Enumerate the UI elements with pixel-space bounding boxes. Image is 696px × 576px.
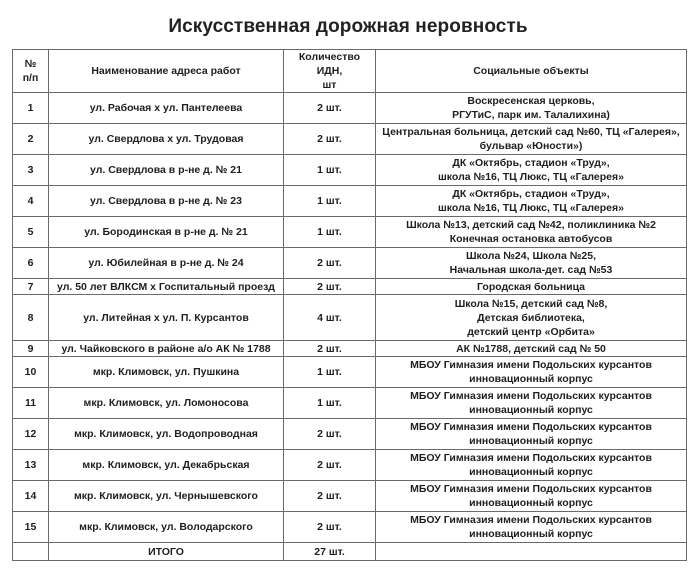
row-address: мкр. Климовск, ул. Декабрьская (49, 450, 284, 481)
row-count: 4 шт. (284, 295, 376, 341)
table-body (13, 93, 687, 543)
header-count-line-1: Количество ИДН, (298, 51, 361, 77)
row-num: 8 (13, 295, 49, 341)
row-num: 13 (13, 450, 49, 481)
row-address: ул. Рабочая х ул. Пантелеева (49, 93, 284, 124)
row-count: 1 шт. (284, 155, 376, 186)
social-object-line: инновационный корпус (469, 497, 593, 509)
table-row (13, 124, 687, 155)
header-count (284, 50, 376, 93)
total-social-cell (376, 543, 687, 561)
row-social-objects (376, 186, 687, 217)
row-address: мкр. Климовск, ул. Володарского (49, 512, 284, 543)
table-row (13, 93, 687, 124)
social-object-line: Начальная школа-дет. сад №53 (449, 264, 613, 276)
social-object-line: МБОУ Гимназия имени Подольских курсантов (410, 514, 652, 526)
social-object-line: Конечная остановка автобусов (449, 233, 613, 245)
row-num: 9 (13, 341, 49, 357)
row-address: мкр. Климовск, ул. Водопроводная (49, 419, 284, 450)
social-object-line: инновационный корпус (469, 404, 593, 416)
social-object-line: школа №16, ТЦ Люкс, ТЦ «Галерея» (438, 171, 624, 183)
table-row (13, 388, 687, 419)
row-address: ул. 50 лет ВЛКСМ х Госпитальный проезд (49, 279, 284, 295)
social-object-line: МБОУ Гимназия имени Подольских курсантов (410, 359, 652, 371)
table-row (13, 419, 687, 450)
row-num: 14 (13, 481, 49, 512)
row-address: ул. Чайковского в районе а/о АК № 1788 (49, 341, 284, 357)
row-count: 1 шт. (284, 186, 376, 217)
table-row (13, 357, 687, 388)
row-address: ул. Свердлова в р-не д. № 23 (49, 186, 284, 217)
row-address: ул. Литейная х ул. П. Курсантов (49, 295, 284, 341)
row-num: 12 (13, 419, 49, 450)
row-num: 2 (13, 124, 49, 155)
row-count: 2 шт. (284, 248, 376, 279)
header-num-line-2: п/п (22, 72, 39, 84)
table-row (13, 155, 687, 186)
row-count: 2 шт. (284, 419, 376, 450)
row-num: 11 (13, 388, 49, 419)
social-object-line: МБОУ Гимназия имени Подольских курсантов (410, 390, 652, 402)
social-object-line: инновационный корпус (469, 373, 593, 385)
row-num: 4 (13, 186, 49, 217)
social-object-line: школа №16, ТЦ Люкс, ТЦ «Галерея» (438, 202, 624, 214)
table-row (13, 481, 687, 512)
row-social-objects (376, 450, 687, 481)
row-address: мкр. Климовск, ул. Ломоносова (49, 388, 284, 419)
social-object-line: АК №1788, детский сад № 50 (456, 342, 606, 355)
row-social-objects (376, 248, 687, 279)
row-social-objects (376, 295, 687, 341)
social-object-line: Школа №24, Школа №25, (465, 250, 596, 262)
row-social-objects (376, 512, 687, 543)
row-count: 1 шт. (284, 217, 376, 248)
table-row (13, 186, 687, 217)
table-row (13, 248, 687, 279)
row-social-objects (376, 388, 687, 419)
row-count: 2 шт. (284, 512, 376, 543)
table-row (13, 217, 687, 248)
table-row (13, 279, 687, 295)
social-object-line: ДК «Октябрь, стадион «Труд», (452, 157, 610, 169)
social-object-line: Воскресенская церковь, (467, 95, 595, 107)
social-object-line: МБОУ Гимназия имени Подольских курсантов (410, 421, 652, 433)
row-count: 2 шт. (284, 93, 376, 124)
social-object-line: МБОУ Гимназия имени Подольских курсантов (410, 483, 652, 495)
row-count: 2 шт. (284, 341, 376, 357)
table-row (13, 450, 687, 481)
header-count-line-2: шт (322, 79, 337, 91)
total-row (13, 543, 687, 561)
social-object-line: Детская библиотека, (477, 311, 585, 324)
social-object-line: ДК «Октябрь, стадион «Труд», (452, 188, 610, 200)
row-num: 3 (13, 155, 49, 186)
row-num: 1 (13, 93, 49, 124)
social-object-line: инновационный корпус (469, 528, 593, 540)
total-num-cell (13, 543, 49, 561)
social-object-line: РГУТиС, парк им. Талалихина) (452, 109, 610, 121)
row-count: 1 шт. (284, 357, 376, 388)
total-label: ИТОГО (49, 543, 284, 561)
row-social-objects (376, 217, 687, 248)
row-num: 10 (13, 357, 49, 388)
row-count: 2 шт. (284, 279, 376, 295)
row-count: 1 шт. (284, 388, 376, 419)
speed-bumps-table (12, 49, 687, 561)
social-object-line: МБОУ Гимназия имени Подольских курсантов (410, 452, 652, 464)
row-address: мкр. Климовск, ул. Чернышевского (49, 481, 284, 512)
row-num: 15 (13, 512, 49, 543)
row-num: 7 (13, 279, 49, 295)
row-social-objects (376, 124, 687, 155)
row-social-objects (376, 481, 687, 512)
social-object-line: Школа №15, детский сад №8, (454, 297, 608, 310)
row-social-objects (376, 419, 687, 450)
social-object-line: бульвар «Юности») (479, 140, 583, 152)
row-social-objects (376, 279, 687, 295)
header-social: Социальные объекты (376, 50, 687, 93)
row-num: 6 (13, 248, 49, 279)
row-num: 5 (13, 217, 49, 248)
social-object-line: детский центр «Орбита» (467, 325, 595, 338)
row-address: ул. Свердлова х ул. Трудовая (49, 124, 284, 155)
row-count: 2 шт. (284, 450, 376, 481)
social-object-line: Центральная больница, детский сад №60, ТЦ «Галерея», (382, 126, 680, 138)
row-address: мкр. Климовск, ул. Пушкина (49, 357, 284, 388)
page-title: Искусственная дорожная неровность (168, 16, 528, 37)
total-count: 27 шт. (284, 543, 376, 561)
row-social-objects (376, 357, 687, 388)
social-object-line: инновационный корпус (469, 466, 593, 478)
table-row (13, 295, 687, 341)
social-object-line: Городская больница (476, 280, 586, 293)
row-count: 2 шт. (284, 481, 376, 512)
table-row (13, 341, 687, 357)
header-address: Наименование адреса работ (49, 50, 284, 93)
table-header-row (13, 50, 687, 93)
social-object-line: Школа №13, детский сад №42, поликлиника №2 (406, 219, 656, 231)
row-address: ул. Бородинская в р-не д. № 21 (49, 217, 284, 248)
row-social-objects (376, 93, 687, 124)
row-social-objects (376, 341, 687, 357)
row-address: ул. Свердлова в р-не д. № 21 (49, 155, 284, 186)
row-count: 2 шт. (284, 124, 376, 155)
header-num-line-1: № (24, 58, 37, 70)
social-object-line: инновационный корпус (469, 435, 593, 447)
row-address: ул. Юбилейная в р-не д. № 24 (49, 248, 284, 279)
table-row (13, 512, 687, 543)
row-social-objects (376, 155, 687, 186)
header-num (13, 50, 49, 93)
